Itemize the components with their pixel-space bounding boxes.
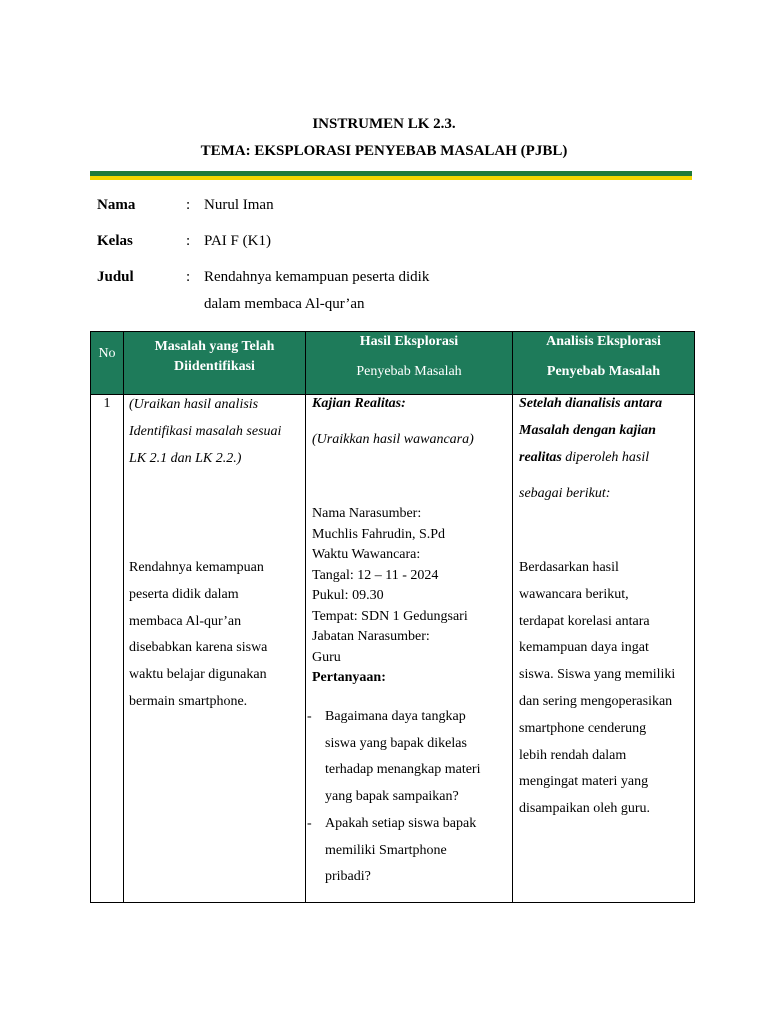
realitas-emphasis: realitas (519, 449, 562, 465)
analisis-intro-line: sebagai berikut: (519, 486, 611, 501)
analisis-body-line: wawancara berikut, (519, 586, 629, 602)
analisis-body-line: siswa. Siswa yang memiliki (519, 667, 676, 683)
masalah-hint-line: (Uraikan hasil analisis (129, 397, 259, 412)
analisis-body (519, 555, 694, 823)
colon: : (186, 197, 191, 213)
pertanyaan-label: Pertanyaan: (312, 670, 386, 685)
masalah-body (129, 555, 305, 716)
judul-value: Rendahnya kemampuan peserta didik (204, 269, 430, 285)
masalah-body-line: waktu belajar digunakan (129, 667, 267, 683)
masalah-body-line: peserta didik dalam (129, 586, 239, 602)
question-line: Apakah setiap siswa bapak (325, 816, 477, 831)
analisis-body-line: mengingat materi yang (519, 774, 649, 790)
analisis-intro-line: Setelah dianalisis antara (519, 396, 663, 411)
header-hasil-1: Hasil Eksplorasi (359, 334, 459, 349)
document-theme: TEMA: EKSPLORASI PENYEBAB MASALAH (PJBL) (200, 143, 568, 159)
masalah-body-line: membaca Al-qur’an (129, 613, 242, 629)
narasumber-line: Pukul: 09.30 (312, 588, 384, 603)
masalah-hint-line: Identifikasi masalah sesuai (129, 423, 282, 439)
analisis-body-line: smartphone cenderung (519, 720, 647, 736)
header-analisis-2: Penyebab Masalah (546, 364, 661, 379)
nama-label: Nama (97, 197, 136, 213)
colon: : (186, 269, 191, 285)
analisis-body-line: Berdasarkan hasil (519, 560, 619, 575)
question-line: yang bapak sampaikan? (325, 788, 459, 804)
wawancara-hint: (Uraikkan hasil wawancara) (312, 432, 474, 447)
narasumber-line: Guru (312, 649, 341, 665)
masalah-body-line: disebabkan karena siswa (129, 640, 268, 656)
bullet-dash: - (307, 709, 312, 724)
header-masalah-2: Diidentifikasi (174, 359, 255, 374)
masalah-hint (129, 392, 305, 472)
question-line: terhadap menangkap materi (325, 762, 481, 778)
judul-value-line2: dalam membaca Al-qur’an (204, 296, 365, 312)
analisis-intro-line (519, 445, 694, 472)
header-masalah-1: Masalah yang Telah (154, 339, 275, 354)
analisis-body-line: kemampuan daya ingat (519, 640, 649, 656)
analisis-body-line: terdapat korelasi antara (519, 613, 650, 629)
narasumber-details (312, 504, 512, 689)
kajian-realitas-heading: Kajian Realitas: (312, 396, 406, 411)
analisis-intro (519, 391, 694, 471)
narasumber-line: Jabatan Narasumber: (312, 629, 430, 644)
exploration-table (90, 331, 695, 903)
analisis-body-line: disampaikan oleh guru. (519, 801, 651, 817)
kelas-value: PAI F (K1) (204, 233, 271, 249)
masalah-body-line: bermain smartphone. (129, 693, 248, 709)
narasumber-line: Tempat: SDN 1 Gedungsari (312, 608, 468, 624)
bullet-dash: - (307, 816, 312, 831)
analisis-intro-text: diperoleh hasil (561, 449, 650, 465)
header-analisis-1: Analisis Eksplorasi (546, 334, 661, 349)
masalah-body-line: Rendahnya kemampuan (129, 560, 264, 575)
masalah-hint-line: LK 2.1 dan LK 2.2.) (129, 450, 242, 466)
narasumber-line: Tangal: 12 – 11 - 2024 (312, 567, 439, 583)
narasumber-line: Waktu Wawancara: (312, 547, 421, 562)
document-title: INSTRUMEN LK 2.3. (312, 116, 456, 132)
judul-label: Judul (97, 269, 134, 285)
question-line: siswa yang bapak dikelas (325, 735, 467, 751)
row-number: 1 (103, 396, 111, 411)
question-line: memiliki Smartphone (325, 842, 447, 858)
analisis-body-line: dan sering mengoperasikan (519, 693, 673, 709)
analisis-intro-line: Masalah dengan kajian (519, 422, 656, 438)
col-divider (305, 332, 306, 902)
narasumber-line: Muchlis Fahrudin, S.Pd (312, 526, 446, 542)
question-line: pribadi? (325, 869, 371, 885)
header-hasil-2: Penyebab Masalah (356, 364, 462, 379)
question-line: Bagaimana daya tangkap (325, 709, 466, 724)
narasumber-line: Nama Narasumber: (312, 506, 422, 521)
analisis-body-line: lebih rendah dalam (519, 747, 627, 763)
header-no: No (98, 346, 116, 361)
divider-yellow (90, 176, 692, 180)
col-divider (123, 332, 124, 902)
nama-value: Nurul Iman (204, 197, 274, 213)
kelas-label: Kelas (97, 233, 133, 249)
colon: : (186, 233, 191, 249)
